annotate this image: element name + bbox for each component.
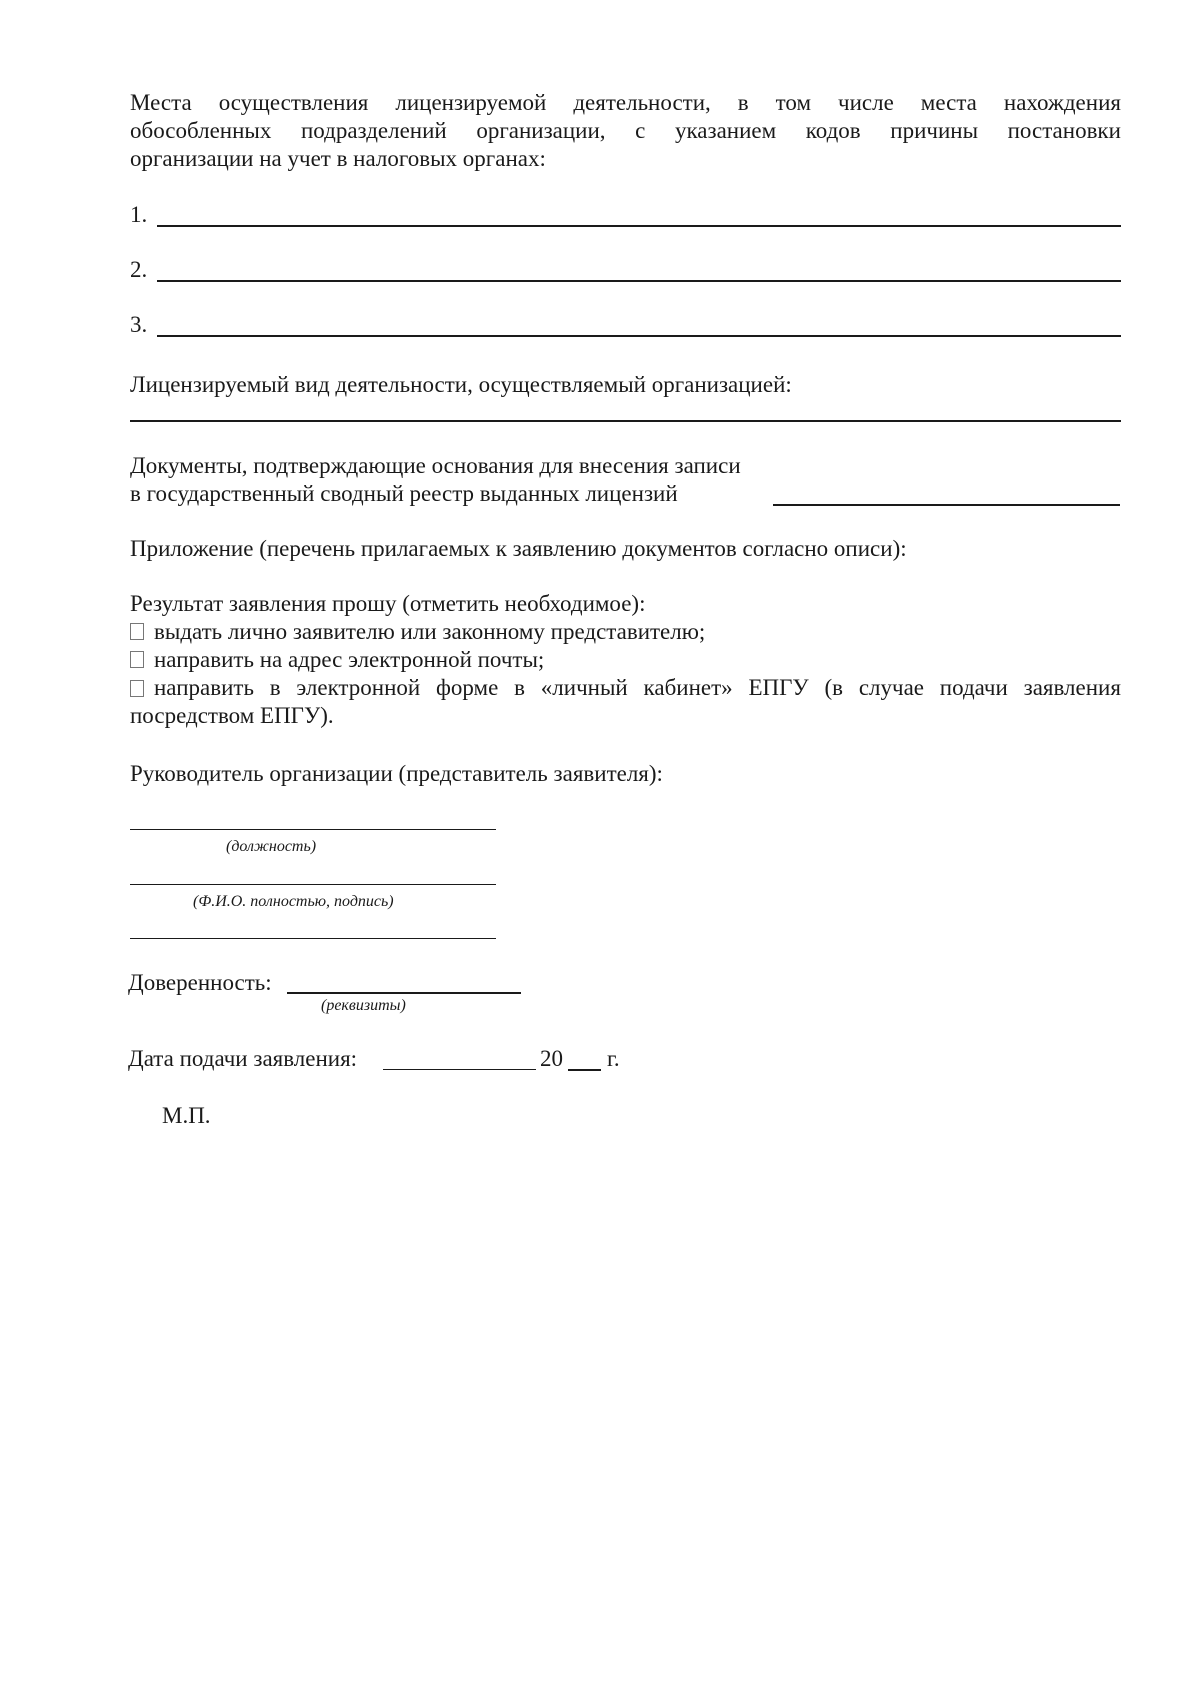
signature-label: Руководитель организации (представитель заявителя):: [130, 761, 663, 786]
date-year-field[interactable]: [568, 1069, 601, 1071]
name-signature-caption: (Ф.И.О. полностью, подпись): [193, 893, 394, 910]
result-option-3-continuation: посредством ЕПГУ).: [130, 703, 334, 728]
proxy-field[interactable]: [287, 992, 521, 994]
word: организации,: [476, 118, 606, 143]
result-option-2[interactable]: [130, 646, 544, 674]
proxy-caption: (реквизиты): [321, 997, 406, 1014]
result-title: Результат заявления прошу (отметить необходимое):: [130, 591, 646, 616]
word: осуществления: [218, 90, 369, 115]
checkbox-icon[interactable]: [130, 680, 144, 697]
word: лицензируемой: [395, 90, 547, 115]
place-item-number-1: 1.: [130, 202, 148, 227]
result-option-1[interactable]: [130, 618, 705, 646]
word: указанием: [674, 118, 777, 143]
activity-field[interactable]: [130, 420, 1121, 422]
places-paragraph-line-3: организации на учет в налоговых органах:: [130, 146, 546, 171]
place-item-number-2: 2.: [130, 257, 148, 282]
place-field-1[interactable]: [157, 225, 1121, 227]
word: в: [269, 675, 281, 700]
result-option-1-label: выдать лично заявителю или законному представителю;: [154, 619, 706, 644]
word: места: [920, 90, 977, 115]
checkbox-icon[interactable]: [130, 623, 144, 640]
word: в: [737, 90, 749, 115]
word: кодов: [805, 118, 861, 143]
word: «личный: [540, 675, 628, 700]
appendix-label: Приложение (перечень прилагаемых к заявлению документов согласно описи):: [130, 536, 907, 561]
word: подразделений: [300, 118, 447, 143]
word: в: [514, 675, 525, 700]
word: направить: [154, 675, 254, 700]
result-option-2-label: направить на адрес электронной почты;: [154, 647, 545, 672]
result-option-3-label: [154, 674, 1121, 702]
place-item-number-3: 3.: [130, 312, 148, 337]
date-year-prefix: 20: [540, 1046, 563, 1071]
word: случае: [858, 675, 924, 700]
documents-label-line-2: в государственный сводный реестр выданных лицензий: [130, 481, 678, 506]
position-field[interactable]: [130, 829, 496, 830]
checkbox-icon[interactable]: [130, 651, 144, 668]
activity-label: Лицензируемый вид деятельности, осуществляемый организацией:: [130, 372, 792, 397]
word: деятельности,: [573, 90, 711, 115]
word: с: [635, 118, 646, 143]
result-option-3[interactable]: [130, 674, 1121, 702]
word: кабинет»: [643, 675, 733, 700]
extra-signature-field[interactable]: [130, 938, 496, 939]
word: нахождения: [1003, 90, 1121, 115]
word: ЕПГУ: [748, 675, 809, 700]
position-caption: (должность): [226, 838, 317, 855]
documents-label-line-1: Документы, подтверждающие основания для внесения записи: [130, 453, 741, 478]
proxy-label: Доверенность:: [128, 970, 272, 995]
date-field[interactable]: [383, 1069, 536, 1070]
word: заявления: [1023, 675, 1121, 700]
word: (в: [824, 675, 844, 700]
word: обособленных: [130, 118, 272, 143]
stamp-label: М.П.: [162, 1103, 211, 1128]
word: том: [775, 90, 812, 115]
word: постановки: [1007, 118, 1121, 143]
word: числе: [838, 90, 894, 115]
word: причины: [890, 118, 979, 143]
date-year-suffix: г.: [607, 1046, 620, 1071]
places-paragraph-line-2: [130, 117, 1121, 145]
place-field-3[interactable]: [157, 335, 1121, 337]
name-signature-field[interactable]: [130, 884, 496, 885]
word: подачи: [939, 675, 1008, 700]
word: Места: [130, 90, 192, 115]
date-label: Дата подачи заявления:: [128, 1046, 358, 1071]
place-field-2[interactable]: [157, 280, 1121, 282]
places-paragraph-line-1: [130, 89, 1121, 117]
word: форме: [436, 675, 499, 700]
documents-field[interactable]: [773, 504, 1120, 506]
word: электронной: [296, 675, 421, 700]
